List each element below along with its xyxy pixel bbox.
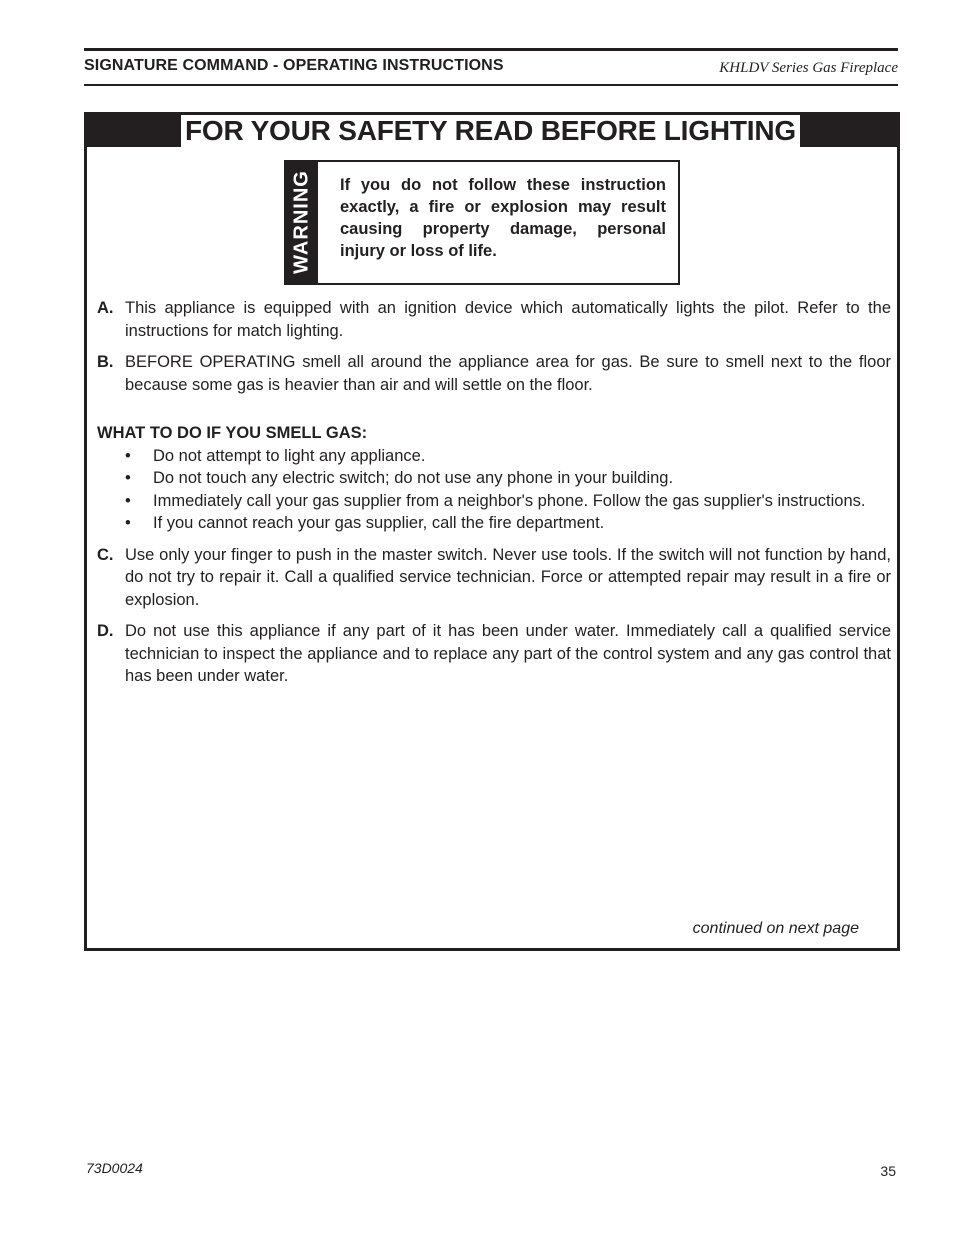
section-title: SIGNATURE COMMAND - OPERATING INSTRUCTIONS	[84, 57, 504, 74]
warning-box	[284, 160, 680, 285]
safety-title-bar	[87, 115, 897, 147]
item-letter: B.	[97, 353, 114, 371]
item-text: Use only your finger to push in the master switch. Never use tools. If the switch will not function by hand, do not try to repair it. Call a qualified service technician. Force or attempted repair may result in a fire or explosion.	[125, 545, 891, 609]
smell-gas-list	[97, 445, 891, 535]
instruction-item-b	[97, 351, 891, 396]
item-letter: A.	[97, 299, 114, 317]
header-rule-bottom	[84, 84, 898, 86]
instruction-item-d	[97, 620, 891, 688]
warning-label: WARNING	[290, 170, 313, 274]
item-text: Do not use this appliance if any part of it has been under water. Immediately call a qualified service technician to inspect the appliance and to replace any part of the control system and any gas control that has been under water.	[125, 622, 891, 685]
bullet-icon: •	[125, 514, 131, 532]
list-item	[97, 512, 891, 535]
page-number: 35	[880, 1163, 896, 1179]
document-number: 73D0024	[86, 1160, 143, 1176]
bullet-text: Do not touch any electric switch; do not use any phone in your building.	[153, 469, 674, 487]
list-item	[97, 490, 891, 513]
safety-title: FOR YOUR SAFETY READ BEFORE LIGHTING	[181, 115, 800, 147]
instructions-content	[97, 297, 891, 697]
smell-gas-heading: WHAT TO DO IF YOU SMELL GAS:	[97, 424, 368, 442]
header-rule-top	[84, 48, 898, 51]
list-item	[97, 467, 891, 490]
item-letter: D.	[97, 622, 114, 640]
bullet-text: If you cannot reach your gas supplier, call the fire department.	[153, 514, 605, 532]
bullet-text: Immediately call your gas supplier from a neighbor's phone. Follow the gas supplier's instructions.	[153, 491, 866, 510]
bullet-icon: •	[125, 446, 131, 465]
item-text: This appliance is equipped with an ignition device which automatically lights the pilot. Refer to the instructions for match lighting.	[125, 299, 891, 340]
continued-note: continued on next page	[692, 920, 859, 937]
item-text: BEFORE OPERATING smell all around the appliance area for gas. Be sure to smell next to the floor because some gas is heavier than air and will settle on the floor.	[125, 353, 891, 394]
bullet-icon: •	[125, 469, 131, 487]
warning-strip	[286, 162, 318, 283]
bullet-icon: •	[125, 491, 131, 510]
instruction-item-a	[97, 297, 891, 342]
instruction-item-c	[97, 544, 891, 612]
list-item	[97, 445, 891, 468]
safety-instructions-box	[84, 112, 900, 951]
product-title: KHLDV Series Gas Fireplace	[719, 60, 898, 76]
bullet-text: Do not attempt to light any appliance.	[153, 446, 426, 465]
item-letter: C.	[97, 545, 114, 564]
warning-text: If you do not follow these instruction exactly, a fire or explosion may result causing property damage, personal injury or loss of life.	[340, 176, 666, 260]
